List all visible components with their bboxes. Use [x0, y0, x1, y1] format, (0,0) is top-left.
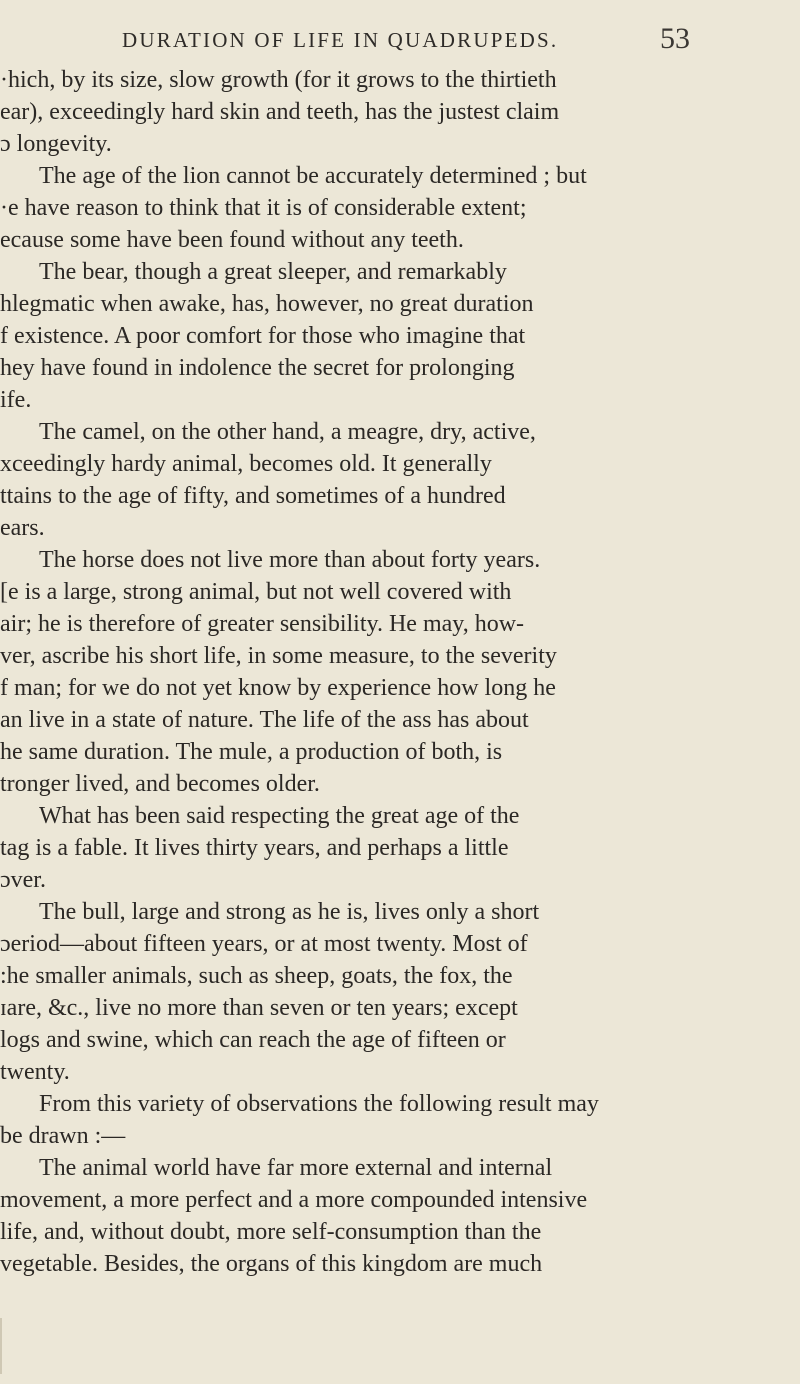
page-edge-shadow: [0, 1318, 2, 1374]
text-line: ttains to the age of fifty, and sometimes of a hundred: [0, 483, 506, 509]
text-line: vegetable. Besides, the organs of this kingdom are much: [0, 1251, 543, 1277]
text-line: ɔ longevity.: [0, 131, 112, 157]
text-line: ecause some have been found without any teeth.: [0, 227, 464, 253]
page-header: [0, 20, 800, 60]
text-line: The age of the lion cannot be accurately determined ; but: [39, 163, 587, 189]
text-line: life, and, without doubt, more self-consumption than the: [0, 1219, 542, 1245]
text-line: ear), exceedingly hard skin and teeth, has the justest claim: [0, 99, 560, 125]
text-line: The bear, though a great sleeper, and remarkably: [39, 259, 507, 285]
text-line: twenty.: [0, 1059, 70, 1085]
text-line: ·e have reason to think that it is of considerable extent;: [0, 195, 527, 221]
text-line: hlegmatic when awake, has, however, no great duration: [0, 291, 534, 317]
text-line: tronger lived, and becomes older.: [0, 771, 320, 797]
text-line: ɔeriod—about fifteen years, or at most twenty. Most of: [0, 931, 528, 957]
text-line: ver, ascribe his short life, in some measure, to the severity: [0, 643, 557, 669]
text-line: ife.: [0, 387, 32, 413]
text-line: ɔver.: [0, 867, 46, 893]
text-line: From this variety of observations the following result may: [39, 1091, 599, 1117]
running-head: DURATION OF LIFE IN QUADRUPEDS.: [122, 28, 559, 52]
text-line: ears.: [0, 515, 45, 541]
text-line: xceedingly hardy animal, becomes old. It generally: [0, 451, 492, 477]
text-line: ·hich, by its size, slow growth (for it grows to the thirtieth: [0, 67, 557, 93]
text-line: ɪare, &c., live no more than seven or ten years; except: [0, 995, 518, 1021]
text-line: logs and swine, which can reach the age of fifteen or: [0, 1027, 506, 1053]
text-line: be drawn :—: [0, 1123, 126, 1149]
text-line: The bull, large and strong as he is, lives only a short: [39, 899, 540, 925]
page-number: 53: [660, 22, 690, 55]
text-line: hey have found in indolence the secret for prolonging: [0, 355, 515, 381]
text-line: air; he is therefore of greater sensibility. He may, how-: [0, 611, 525, 637]
text-line: The horse does not live more than about forty years.: [39, 547, 541, 573]
text-line: movement, a more perfect and a more compounded intensive: [0, 1187, 588, 1213]
text-line: :he smaller animals, such as sheep, goats, the fox, the: [0, 963, 513, 989]
text-line: he same duration. The mule, a production of both, is: [0, 739, 503, 765]
text-line: What has been said respecting the great age of the: [39, 803, 520, 829]
text-line: an live in a state of nature. The life of the ass has about: [0, 707, 529, 733]
text-line: f man; for we do not yet know by experience how long he: [0, 675, 556, 701]
text-line: The camel, on the other hand, a meagre, dry, active,: [39, 419, 536, 445]
text-line: The animal world have far more external and internal: [39, 1155, 553, 1181]
text-line: f existence. A poor comfort for those who imagine that: [0, 323, 526, 349]
text-line: tag is a fable. It lives thirty years, and perhaps a little: [0, 835, 509, 861]
text-line: [e is a large, strong animal, but not well covered with: [0, 579, 512, 605]
